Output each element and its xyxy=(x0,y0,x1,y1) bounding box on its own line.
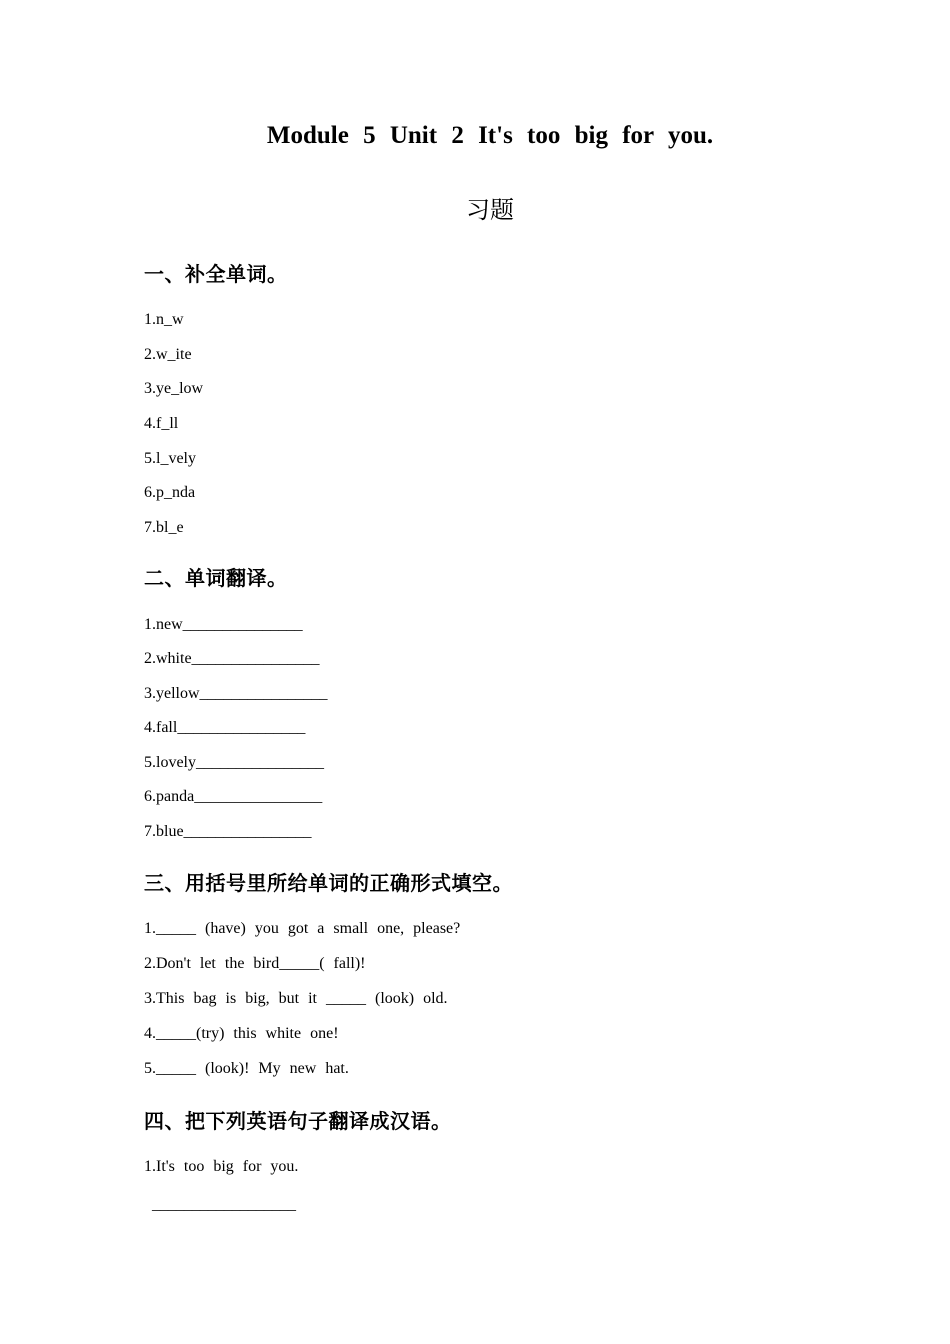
section-2-item-1: 1.new_______________ xyxy=(144,616,303,633)
section-3-heading: 三、用括号里所给单词的正确形式填空。 xyxy=(144,871,513,895)
section-2-item-6: 6.panda________________ xyxy=(144,788,323,805)
section-2-item-4: 4.fall________________ xyxy=(144,719,306,736)
section-3-item-5: 5._____ (look)! My new hat. xyxy=(144,1060,349,1077)
section-1-item-7: 7.bl_e xyxy=(144,519,184,536)
section-2-item-2: 2.white________________ xyxy=(144,650,320,667)
section-1-item-2: 2.w_ite xyxy=(144,346,192,363)
document-subtitle: 习题 xyxy=(466,196,514,224)
section-1-item-1: 1.n_w xyxy=(144,311,184,328)
section-3-item-3: 3.This bag is big, but it _____ (look) old. xyxy=(144,990,448,1007)
section-4-answer-line: __________________ xyxy=(152,1196,296,1213)
section-3-item-1: 1._____ (have) you got a small one, please? xyxy=(144,920,461,937)
section-4-heading: 四、把下列英语句子翻译成汉语。 xyxy=(144,1109,452,1133)
document-title: Module 5 Unit 2 It's too big for you. xyxy=(266,122,714,149)
section-1-item-6: 6.p_nda xyxy=(144,484,196,501)
section-2-item-3: 3.yellow________________ xyxy=(144,685,328,702)
section-2-item-7: 7.blue________________ xyxy=(144,823,312,840)
section-4-item-1: 1.It's too big for you. xyxy=(144,1158,299,1175)
section-1-item-4: 4.f_ll xyxy=(144,415,179,432)
section-2-item-5: 5.lovely________________ xyxy=(144,754,324,771)
section-3-item-4: 4._____(try) this white one! xyxy=(144,1025,339,1042)
section-1-heading: 一、补全单词。 xyxy=(144,262,288,286)
section-2-heading: 二、单词翻译。 xyxy=(144,566,288,590)
section-1-item-3: 3.ye_low xyxy=(144,380,204,397)
section-3-item-2: 2.Don't let the bird_____( fall)! xyxy=(144,955,366,972)
section-1-item-5: 5.l_vely xyxy=(144,450,196,467)
